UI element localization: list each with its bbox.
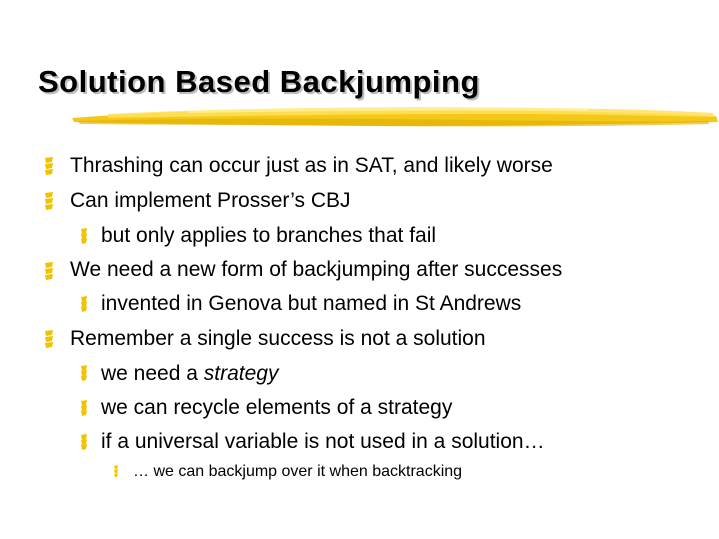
bullet-text: Remember a single success is not a solution <box>70 327 486 350</box>
bullet-text: We need a new form of backjumping after successes <box>70 258 563 281</box>
sub-sub-bullet-marker-icon <box>114 465 118 477</box>
sub-bullet-text: we can recycle elements of a strategy <box>101 396 453 419</box>
sub-bullet-text: if a universal variable is not used in a solution… <box>101 430 545 453</box>
bullet-marker-icon <box>44 330 54 348</box>
sub-bullet-marker-icon <box>81 365 87 381</box>
sub-bullet-text: invented in Genova but named in St Andrews <box>101 292 522 315</box>
sub-bullet-text: but only applies to branches that fail <box>101 224 437 247</box>
sub-sub-bullet-text: … we can backjump over it when backtracking <box>133 463 463 480</box>
bullet-marker-icon <box>44 157 54 175</box>
bullet-text: Thrashing can occur just as in SAT, and likely worse <box>70 154 553 177</box>
sub-bullet-text: we need a strategy <box>101 362 279 385</box>
sub-bullet-marker-icon <box>81 296 87 312</box>
sub-bullet-marker-icon <box>81 228 87 244</box>
emphasis-text: strategy <box>203 362 279 385</box>
slide-title: Solution Based Backjumping <box>38 64 480 99</box>
bullet-text: Can implement Prosser’s CBJ <box>70 189 351 212</box>
bullet-marker-icon <box>44 192 54 210</box>
sub-bullet-marker-icon <box>81 434 87 450</box>
sub-bullet-marker-icon <box>81 400 87 416</box>
bullet-marker-icon <box>44 262 54 280</box>
